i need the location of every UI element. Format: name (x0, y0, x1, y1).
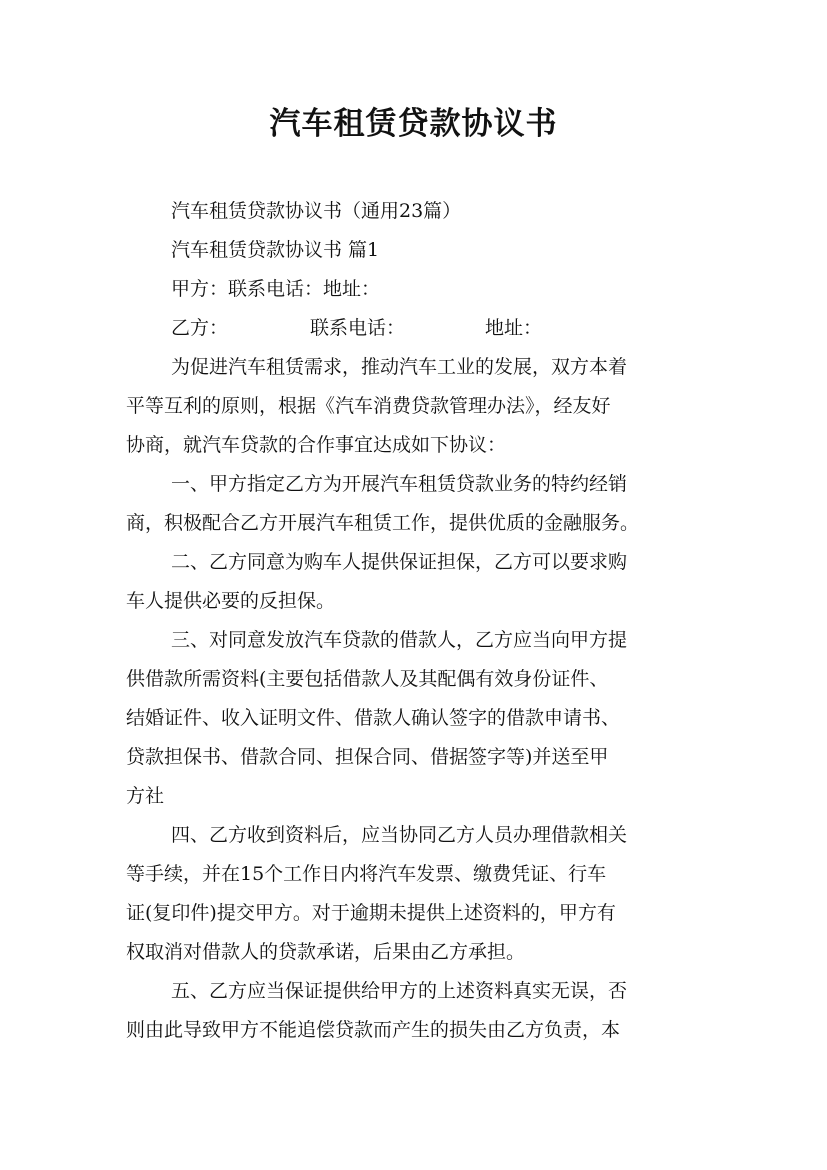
party-b-phone: 联系电话： (310, 317, 406, 339)
clause-5 (126, 972, 711, 1050)
clause-4 (126, 816, 711, 972)
clause-1 (126, 465, 711, 543)
paragraph-line: 商，积极配合乙方开展汽车租赁工作，提供优质的金融服务。 (126, 512, 640, 534)
section-heading: 汽车租赁贷款协议书 篇1 (171, 239, 380, 261)
paragraph-intro (126, 348, 711, 465)
paragraph-line: 供借款所需资料(主要包括借款人及其配偶有效身份证件、 (126, 668, 609, 690)
party-b-address: 地址： (485, 317, 543, 339)
paragraph-line: 一、甲方指定乙方为开展汽车租赁贷款业务的特约经销 (171, 473, 628, 495)
paragraph-line: 结婚证件、收入证明文件、借款人确认签字的借款申请书、 (126, 707, 621, 729)
paragraph-line: 证(复印件)提交甲方。对于逾期未提供上述资料的，甲方有 (126, 902, 616, 924)
paragraph-line: 四、乙方收到资料后，应当协同乙方人员办理借款相关 (171, 824, 628, 846)
paragraph-line: 五、乙方应当保证提供给甲方的上述资料真实无误，否 (171, 980, 628, 1002)
party-b-name: 乙方： (171, 317, 229, 339)
document-title: 汽车租赁贷款协议书 (269, 106, 558, 142)
document-subtitle: 汽车租赁贷款协议书（通用23篇） (171, 200, 462, 222)
paragraph-line: 则由此导致甲方不能追偿贷款而产生的损失由乙方负责，本 (126, 1019, 621, 1041)
paragraph-line: 车人提供必要的反担保。 (126, 590, 336, 612)
paragraph-line: 方社 (126, 785, 165, 807)
paragraph-line: 为促进汽车租赁需求，推动汽车工业的发展，双方本着 (171, 356, 628, 378)
paragraph-line: 二、乙方同意为购车人提供保证担保，乙方可以要求购 (171, 551, 628, 573)
clause-2 (126, 543, 711, 621)
clause-3 (126, 621, 711, 816)
document-body (126, 192, 711, 1050)
paragraph-line: 等手续，并在15个工作日内将汽车发票、缴费凭证、行车 (126, 863, 607, 885)
paragraph-line: 协商，就汽车贷款的合作事宜达成如下协议： (126, 434, 507, 456)
paragraph-line: 权取消对借款人的贷款承诺，后果由乙方承担。 (126, 941, 526, 963)
party-b-line (126, 309, 711, 348)
paragraph-line: 平等互利的原则，根据《汽车消费贷款管理办法》，经友好 (126, 395, 611, 417)
paragraph-line: 三、对同意发放汽车贷款的借款人，乙方应当向甲方提 (171, 629, 628, 651)
party-a-line: 甲方：联系电话：地址： (171, 278, 381, 300)
paragraph-line: 贷款担保书、借款合同、担保合同、借据签字等)并送至甲 (126, 746, 609, 768)
